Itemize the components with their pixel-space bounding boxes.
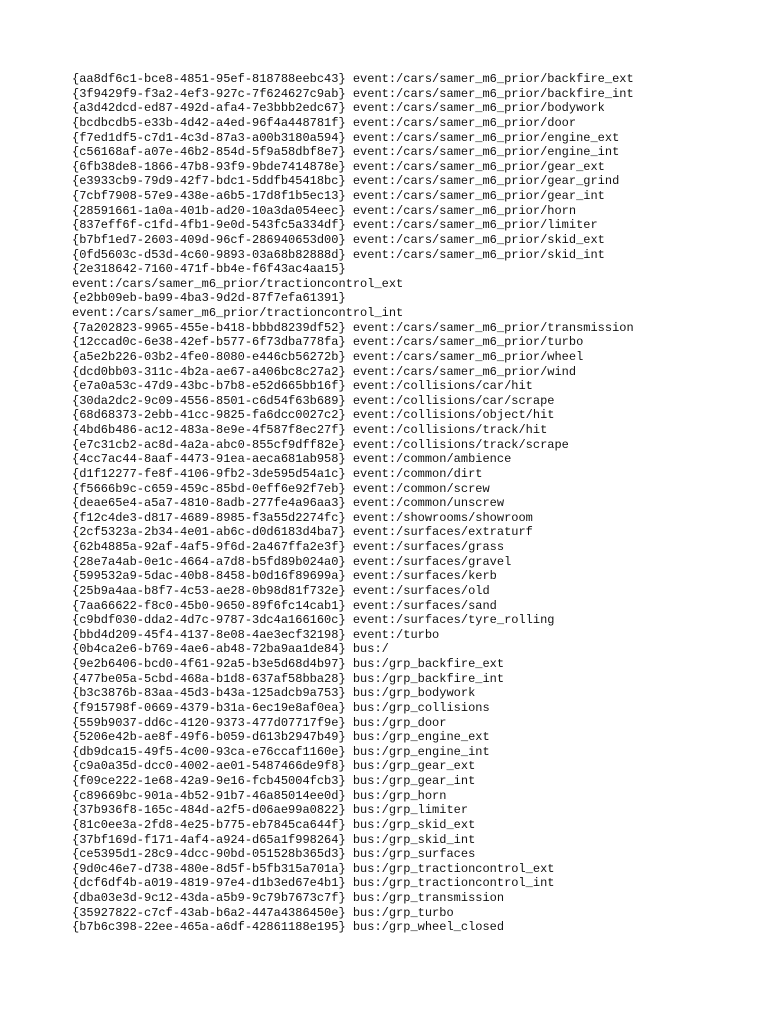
guid-mapping-line: {9e2b6406-bcd0-4f61-92a5-b3e5d68d4b97} bus:/grp_backfire_ext — [72, 657, 505, 671]
guid-mapping-line: {bbd4d209-45f4-4137-8e08-4ae3ecf32198} event:/turbo — [72, 627, 440, 642]
guid-mapping-line: {b7b6c398-22ee-465a-a6df-42861188e195} bus:/grp_wheel_closed — [72, 920, 505, 935]
guid-mapping-line: {2cf5323a-2b34-4e01-ab6c-d0d6183d4ba7} event:/surfaces/extraturf — [72, 525, 533, 540]
guid-mapping-line: {a5e2b226-03b2-4fe0-8080-e446cb56272b} event:/cars/samer_m6_prior/wheel — [72, 349, 584, 364]
guid-mapping-line: {12ccad0c-6e38-42ef-b577-6f73dba778fa} event:/cars/samer_m6_prior/turbo — [72, 335, 584, 350]
guid-mapping-line: {62b4885a-92af-4af5-9f6d-2a467ffa2e3f} event:/surfaces/grass — [72, 540, 505, 554]
guid-mapping-line: {b3c3876b-83aa-45d3-b43a-125adcb9a753} bus:/grp_bodywork — [72, 686, 476, 701]
guid-mapping-line: {bcdbcdb5-e33b-4d42-a4ed-96f4a448781f} event:/cars/samer_m6_prior/door — [72, 115, 577, 130]
guid-mapping-line: {30da2dc2-9c09-4556-8501-c6d54f63b689} event:/collisions/car/scrape — [72, 393, 555, 408]
guid-mapping-line: {5206e42b-ae8f-49f6-b059-d613b2947b49} bus:/grp_engine_ext — [72, 730, 490, 745]
guid-mapping-line: {0fd5603c-d53d-4c60-9893-03a68b82888d} event:/cars/samer_m6_prior/skid_int — [72, 247, 605, 262]
guid-mapping-line: {7a202823-9965-455e-b418-bbbd8239df52} event:/cars/samer_m6_prior/transmission — [72, 320, 634, 335]
guid-mapping-line: {559b9037-dd6c-4120-9373-477d07717f9e} bus:/grp_door — [72, 715, 447, 730]
guid-mapping-line: {81c0ee3a-2fd8-4e25-b775-eb7845ca644f} bus:/grp_skid_ext — [72, 817, 476, 832]
guid-mapping-line: {f7ed1df5-c7d1-4c3d-87a3-a00b3180a594} event:/cars/samer_m6_prior/engine_ext — [72, 130, 620, 145]
guid-mapping-line: {3f9429f9-f3a2-4ef3-927c-7f624627c9ab} event:/cars/samer_m6_prior/backfire_int — [72, 86, 634, 101]
guid-mapping-line: {37b936f8-165c-484d-a2f5-d06ae99a0822} bus:/grp_limiter — [72, 803, 469, 818]
guid-mapping-line: {37bf169d-f171-4af4-a924-d65a1f998264} bus:/grp_skid_int — [72, 832, 476, 847]
guid-mapping-line: {35927822-c7cf-43ab-b6a2-447a4386450e} bus:/grp_turbo — [72, 905, 454, 920]
guid-mapping-line: {7aa66622-f8c0-45b0-9650-89f6fc14cab1} event:/surfaces/sand — [72, 598, 497, 613]
guid-mapping-line: {c89669bc-901a-4b52-91b7-46a85014ee0d} bus:/grp_horn — [72, 788, 447, 803]
guid-mapping-line: {db9dca15-49f5-4c00-93ca-e76ccaf1160e} bus:/grp_engine_int — [72, 744, 490, 759]
guid-mapping-line: {837eff6f-c1fd-4fb1-9e0d-543fc5a334df} event:/cars/samer_m6_prior/limiter — [72, 218, 598, 233]
guid-mapping-line: event:/cars/samer_m6_prior/tractioncontrol_int — [72, 306, 404, 320]
guid-mapping-line: {28e7a4ab-0e1c-4664-a7d8-b5fd89b024a0} event:/surfaces/gravel — [72, 554, 512, 569]
guid-mapping-line: {2e318642-7160-471f-bb4e-f6f43ac4aa15} — [72, 262, 346, 277]
document-text-body — [72, 72, 752, 935]
guid-mapping-line: {28591661-1a0a-401b-ad20-10a3da054eec} event:/cars/samer_m6_prior/horn — [72, 203, 577, 218]
guid-mapping-line: event:/cars/samer_m6_prior/tractioncontrol_ext — [72, 276, 404, 291]
guid-mapping-line: {25b9a4aa-b8f7-4c53-ae28-0b98d81f732e} event:/surfaces/old — [72, 583, 490, 598]
guid-mapping-line: {f915798f-0669-4379-b31a-6ec19e8af0ea} bus:/grp_collisions — [72, 700, 490, 715]
guid-mapping-line: {4cc7ac44-8aaf-4473-91ea-aeca681ab958} event:/common/ambience — [72, 452, 512, 467]
guid-mapping-line: {4bd6b486-ac12-483a-8e9e-4f587f8ec27f} event:/collisions/track/hit — [72, 423, 548, 437]
guid-mapping-line: {aa8df6c1-bce8-4851-95ef-818788eebc43} event:/cars/samer_m6_prior/backfire_ext — [72, 72, 634, 86]
guid-mapping-line: {9d0c46e7-d738-480e-8d5f-b5fb315a701a} bus:/grp_tractioncontrol_ext — [72, 861, 555, 876]
guid-mapping-line: {b7bf1ed7-2603-409d-96cf-286940653d00} event:/cars/samer_m6_prior/skid_ext — [72, 232, 605, 247]
guid-mapping-line: {c9a0a35d-dcc0-4002-ae01-5487466de9f8} bus:/grp_gear_ext — [72, 759, 476, 774]
guid-mapping-line: {dcf6df4b-a019-4819-97e4-d1b3ed67e4b1} bus:/grp_tractioncontrol_int — [72, 876, 555, 891]
guid-mapping-line: {a3d42dcd-ed87-492d-afa4-7e3bbb2edc67} event:/cars/samer_m6_prior/bodywork — [72, 101, 605, 116]
guid-mapping-line: {599532a9-5dac-40b8-8458-b0d16f89699a} event:/surfaces/kerb — [72, 569, 497, 584]
guid-mapping-line: {deae65e4-a5a7-4810-8adb-277fe4a96aa3} event:/common/unscrew — [72, 496, 505, 511]
guid-mapping-line: {0b4ca2e6-b769-4ae6-ab48-72ba9aa1de84} bus:/ — [72, 642, 389, 657]
guid-mapping-line: {e7a0a53c-47d9-43bc-b7b8-e52d665bb16f} event:/collisions/car/hit — [72, 379, 533, 394]
guid-mapping-line: {e2bb09eb-ba99-4ba3-9d2d-87f7efa61391} — [72, 291, 346, 306]
guid-mapping-line: {f5666b9c-c659-459c-85bd-0eff6e92f7eb} event:/common/screw — [72, 481, 490, 496]
guid-mapping-line: {477be05a-5cbd-468a-b1d8-637af58bba28} bus:/grp_backfire_int — [72, 671, 505, 686]
guid-mapping-line: {e7c31cb2-ac8d-4a2a-abc0-855cf9dff82e} event:/collisions/track/scrape — [72, 437, 569, 452]
guid-mapping-line: {c56168af-a07e-46b2-854d-5f9a58dbf8e7} event:/cars/samer_m6_prior/engine_int — [72, 145, 620, 160]
guid-mapping-line: {d1f12277-fe8f-4106-9fb2-3de595d54a1c} event:/common/dirt — [72, 466, 483, 481]
guid-mapping-line: {dba03e3d-9c12-43da-a5b9-9c79b7673c7f} bus:/grp_transmission — [72, 891, 505, 905]
guid-mapping-line: {6fb38de8-1866-47b8-93f9-9bde7414878e} event:/cars/samer_m6_prior/gear_ext — [72, 159, 605, 174]
guid-mapping-line: {c9bdf030-dda2-4d7c-9787-3dc4a166160c} event:/surfaces/tyre_rolling — [72, 613, 555, 628]
guid-mapping-line: {dcd0bb03-311c-4b2a-ae67-a406bc8c27a2} event:/cars/samer_m6_prior/wind — [72, 364, 577, 379]
guid-mapping-line: {f12c4de3-d817-4689-8985-f3a55d2274fc} event:/showrooms/showroom — [72, 510, 533, 525]
guid-mapping-line: {e3933cb9-79d9-42f7-bdc1-5ddfb45418bc} event:/cars/samer_m6_prior/gear_grind — [72, 174, 620, 189]
guid-mapping-line: {ce5395d1-28c9-4dcc-90bd-051528b365d3} bus:/grp_surfaces — [72, 847, 476, 862]
guid-mapping-line: {7cbf7908-57e9-438e-a6b5-17d8f1b5ec13} event:/cars/samer_m6_prior/gear_int — [72, 189, 605, 203]
guid-mapping-line: {f09ce222-1e68-42a9-9e16-fcb45004fcb3} bus:/grp_gear_int — [72, 774, 476, 788]
guid-mapping-line: {68d68373-2ebb-41cc-9825-fa6dcc0027c2} event:/collisions/object/hit — [72, 408, 555, 423]
